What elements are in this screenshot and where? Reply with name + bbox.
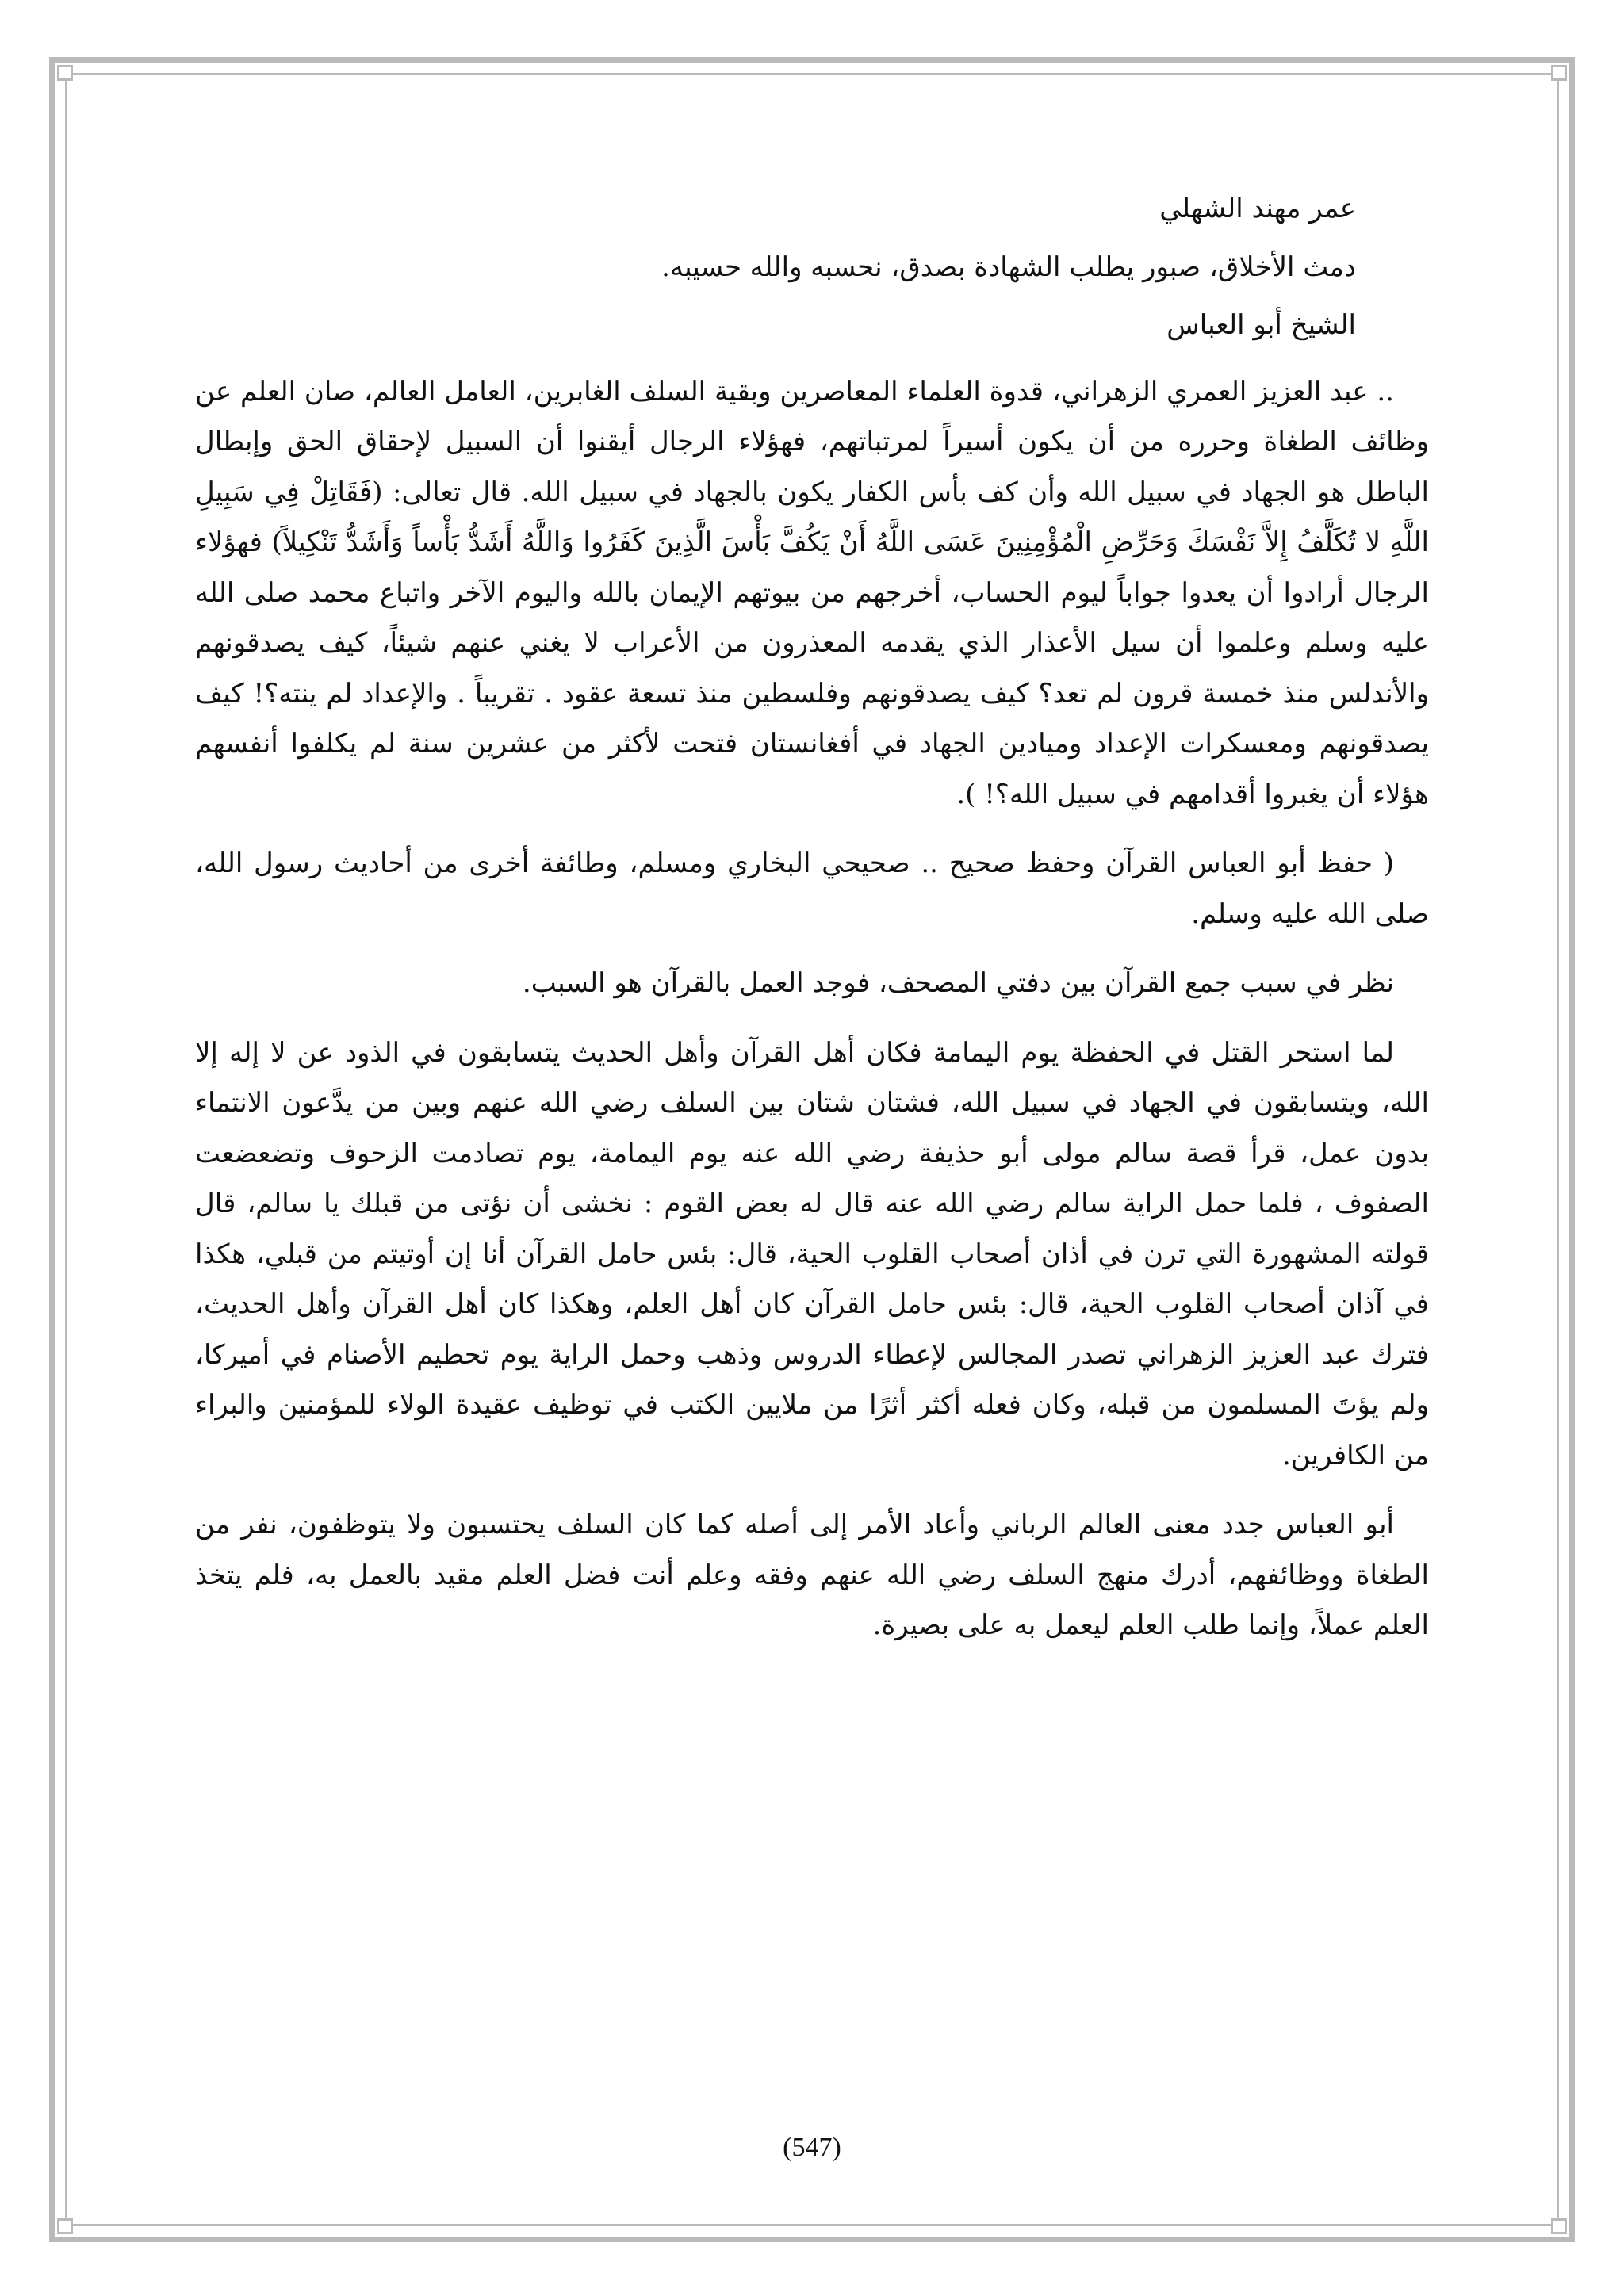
paragraph-5: أبو العباس جدد معنى العالم الرباني وأعاد الأمر إلى أصله كما كان السلف يحتسبون ولا يتوظفون، نفر من الطغاة ووظائفهم، أدرك منهج السلف رضي الله عنهم وفقه وعلم أنت فضل العلم مقيد بالعمل به، فلم يتخذ العلم عملاً، وإنما طلب العلم ليعمل به على بصيرة. [195, 1509, 1429, 1641]
heading-line-description: دمث الأخلاق، صبور يطلب الشهادة بصدق، نحسبه والله حسيبه. [661, 251, 1356, 283]
border-corner-top-right [1551, 65, 1567, 81]
page-number: (547) [783, 2133, 841, 2162]
heading-line-name: عمر مهند الشهلي [1159, 193, 1356, 224]
border-corner-bottom-right [1551, 2218, 1567, 2234]
heading-line-sheikh: الشيخ أبو العباس [1166, 309, 1356, 341]
border-corner-top-left [57, 65, 73, 81]
paragraph-3: نظر في سبب جمع القرآن بين دفتي المصحف، فوجد العمل بالقرآن هو السبب. [522, 967, 1394, 999]
paragraph-2: ( حفظ أبو العباس القرآن وحفظ صحيح .. صحيحي البخاري ومسلم، وطائفة أخرى من أحاديث رسول الله، صلى الله عليه وسلم. [195, 848, 1429, 930]
paragraph-4: لما استحر القتل في الحفظة يوم اليمامة فكان أهل القرآن وأهل الحديث يتسابقون في الذود عن لا إله إلا الله، ويتسابقون في الجهاد في سبيل الله، فشتان شتان بين السلف رضي الله عنهم وبين من يدَّعون الانتماء بدون عمل، قرأ قصة سالم مولى أبو حذيفة رضي الله عنه يوم اليمامة، يوم تصادمت الزحوف وتضعضعت الصفوف ، فلما حمل الراية سالم رضي الله عنه قال له بعض القوم : نخشى أن نؤتى من قبلك يا سالم، قال قولته المشهورة التي ترن في أذان أصحاب القلوب الحية، قال: بئس حامل القرآن أنا إن أوتيتم من قبلي، هكذا في آذان أصحاب القلوب الحية، قال: بئس حامل القرآن كان أهل العلم، وهكذا كان أهل القرآن وأهل الحديث، فترك عبد العزيز الزهراني تصدر المجالس لإعطاء الدروس وذهب وحمل الراية يوم تحطيم الأصنام في أميركا، ولم يؤتَ المسلمون من قبله، وكان فعله أكثر أثرًا من ملايين الكتب في توظيف عقيدة الولاء للمؤمنين والبراء من الكافرين. [195, 1036, 1429, 1471]
paragraph-1: .. عبد العزيز العمري الزهراني، قدوة العلماء المعاصرين وبقية السلف الغابرين، العامل العالم، صان العلم عن وظائف الطغاة وحرره من أن يكون أسيراً لمرتباتهم، فهؤلاء الرجال أيقنوا أن السبيل لإحقاق الحق وإبطال الباطل هو الجهاد في سبيل الله وأن كف بأس الكفار يكون بالجهاد في سبيل الله. قال تعالى: (فَقَاتِلْ فِي سَبِيلِ اللَّهِ لا تُكَلَّفُ إِلاَّ نَفْسَكَ وَحَرِّضِ الْمُؤْمِنِينَ عَسَى اللَّهُ أَنْ يَكُفَّ بَأْسَ الَّذِينَ كَفَرُوا وَاللَّهُ أَشَدُّ بَأْساً وَأَشَدُّ تَنْكِيلاً) فهؤلاء الرجال أرادوا أن يعدوا جواباً ليوم الحساب، أخرجهم من بيوتهم الإيمان بالله واليوم الآخر واتباع محمد صلى الله عليه وسلم وعلموا أن سيل الأعذار الذي يقدمه المعذرون من الأعراب لا يغني عنهم شيئاً، كيف يصدقونهم والأندلس منذ خمسة قرون لم تعد؟ كيف يصدقونهم وفلسطين منذ تسعة عقود . تقريباً . والإعداد لم ينته؟! كيف يصدقونهم ومعسكرات الإعداد وميادين الجهاد في أفغانستان فتحت لأكثر من عشرين سنة لم يكلفوا أنفسهم هؤلاء أن يغبروا أقدامهم في سبيل الله؟! ). [195, 375, 1429, 810]
document-body [195, 184, 1429, 1670]
border-corner-bottom-left [57, 2218, 73, 2234]
